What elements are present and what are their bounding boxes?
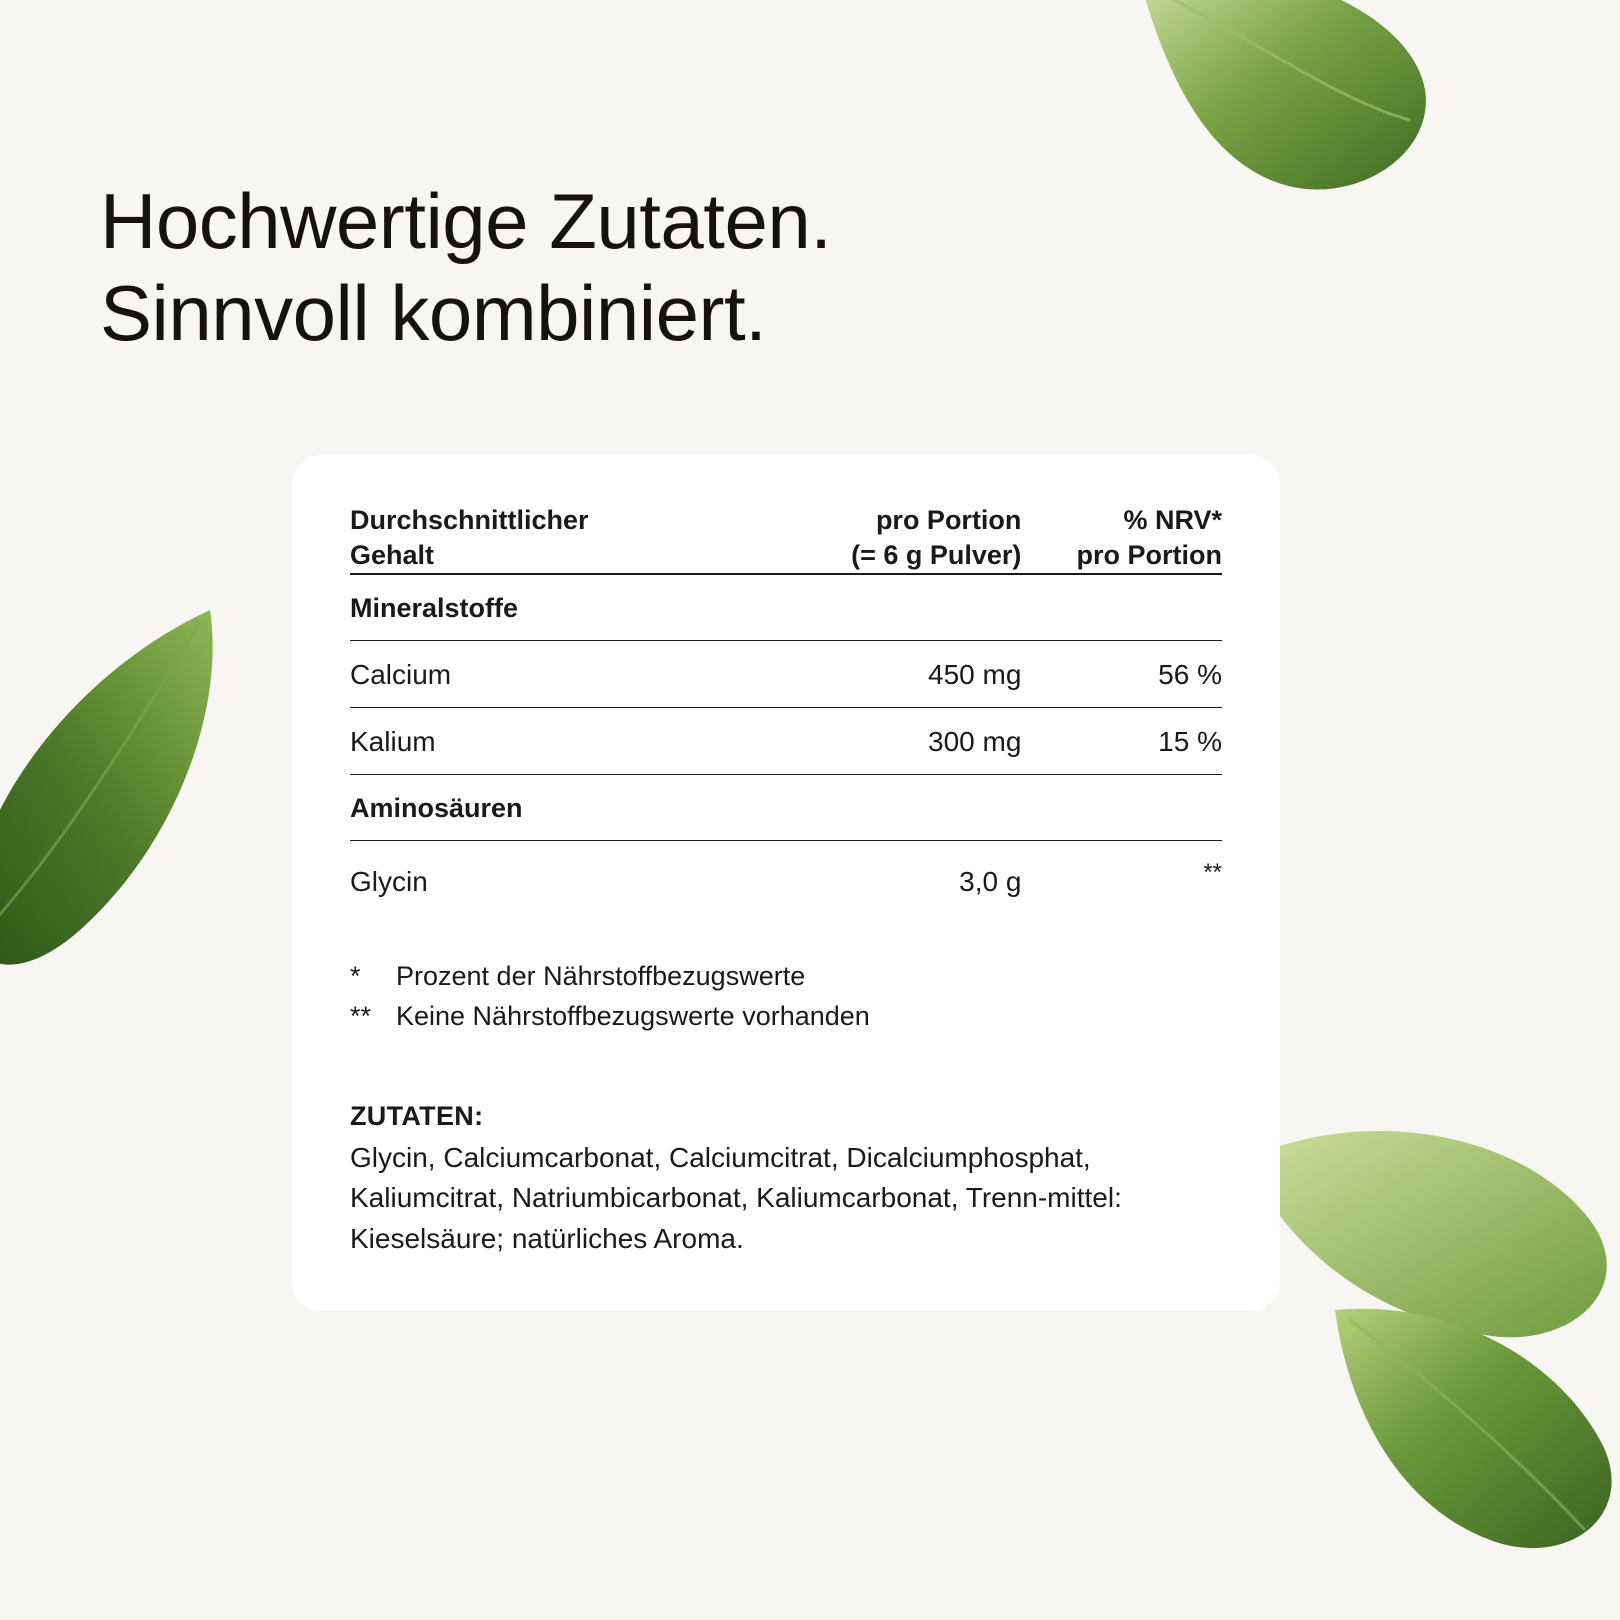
- header-nrv-line1: % NRV*: [1123, 505, 1222, 535]
- footnote-mark: **: [350, 1001, 372, 1032]
- table-row-group-minerals: [350, 574, 1222, 641]
- row-label: Calcium: [350, 641, 734, 708]
- row-value: 300 mg: [734, 708, 1022, 775]
- row-nrv: 56 %: [1021, 641, 1222, 708]
- row-value: [734, 574, 1022, 641]
- row-nrv: [1021, 775, 1222, 841]
- table-row-glycine: [350, 841, 1222, 914]
- row-value: 450 mg: [734, 641, 1022, 708]
- footnote-mark: *: [350, 960, 361, 991]
- table-row-potassium: [350, 708, 1222, 775]
- nutrition-card: [292, 455, 1280, 1311]
- table-row-group-amino-acids: [350, 775, 1222, 841]
- nutrition-table-body: [350, 574, 1222, 913]
- row-label: Mineralstoffe: [350, 574, 734, 641]
- page-title-line-1: Hochwertige Zutaten.: [100, 177, 832, 265]
- ingredients-title: ZUTATEN:: [350, 1100, 484, 1131]
- footnotes: [350, 956, 1222, 1037]
- ingredients-section: [350, 1101, 1222, 1260]
- row-nrv: [1021, 841, 1222, 914]
- header-nrv: [1021, 503, 1222, 574]
- row-nrv-mark: **: [1203, 859, 1222, 887]
- nutrition-table-head: [350, 503, 1222, 574]
- table-header-row: [350, 503, 1222, 574]
- leaf-decoration-bottom-right: [1240, 1100, 1620, 1560]
- header-average-content: [350, 503, 734, 574]
- header-per-portion: [734, 503, 1022, 574]
- table-row-calcium: [350, 641, 1222, 708]
- ingredients-text: Glycin, Calciumcarbonat, Calciumcitrat, Dicalciumphosphat, Kaliumcitrat, Natriumbicarbonat, Kaliumcarbonat, Trenn-mittel: Kieselsäure; natürliches Aroma.: [350, 1141, 1122, 1254]
- page-title: [100, 175, 831, 359]
- page-title-line-2: Sinnvoll kombiniert.: [100, 269, 767, 358]
- leaf-decoration-left: [0, 600, 260, 1000]
- footnote-text: Prozent der Nährstoffbezugswerte: [396, 960, 806, 991]
- footnote-single-star: [350, 956, 1222, 997]
- header-per-portion-line2: (= 6 g Pulver): [851, 540, 1022, 571]
- leaf-decoration-top-right: [1120, 0, 1440, 230]
- row-value: 3,0 g: [959, 865, 1022, 897]
- header-average-content-line1: Durchschnittlicher: [350, 505, 589, 535]
- header-per-portion-line1: pro Portion: [875, 505, 1022, 535]
- nutrition-table: [350, 503, 1222, 914]
- row-nrv: 15 %: [1021, 708, 1222, 775]
- row-label: Glycin: [350, 865, 428, 897]
- row-label: Aminosäuren: [350, 775, 734, 841]
- row-nrv: [1021, 574, 1222, 641]
- row-value: [734, 775, 1022, 841]
- footnote-text: Keine Nährstoffbezugswerte vorhanden: [396, 1001, 870, 1032]
- row-label: Kalium: [350, 708, 734, 775]
- header-nrv-line2: pro Portion: [1076, 540, 1222, 571]
- footnote-double-star: [350, 996, 1222, 1037]
- header-average-content-line2: Gehalt: [350, 540, 435, 571]
